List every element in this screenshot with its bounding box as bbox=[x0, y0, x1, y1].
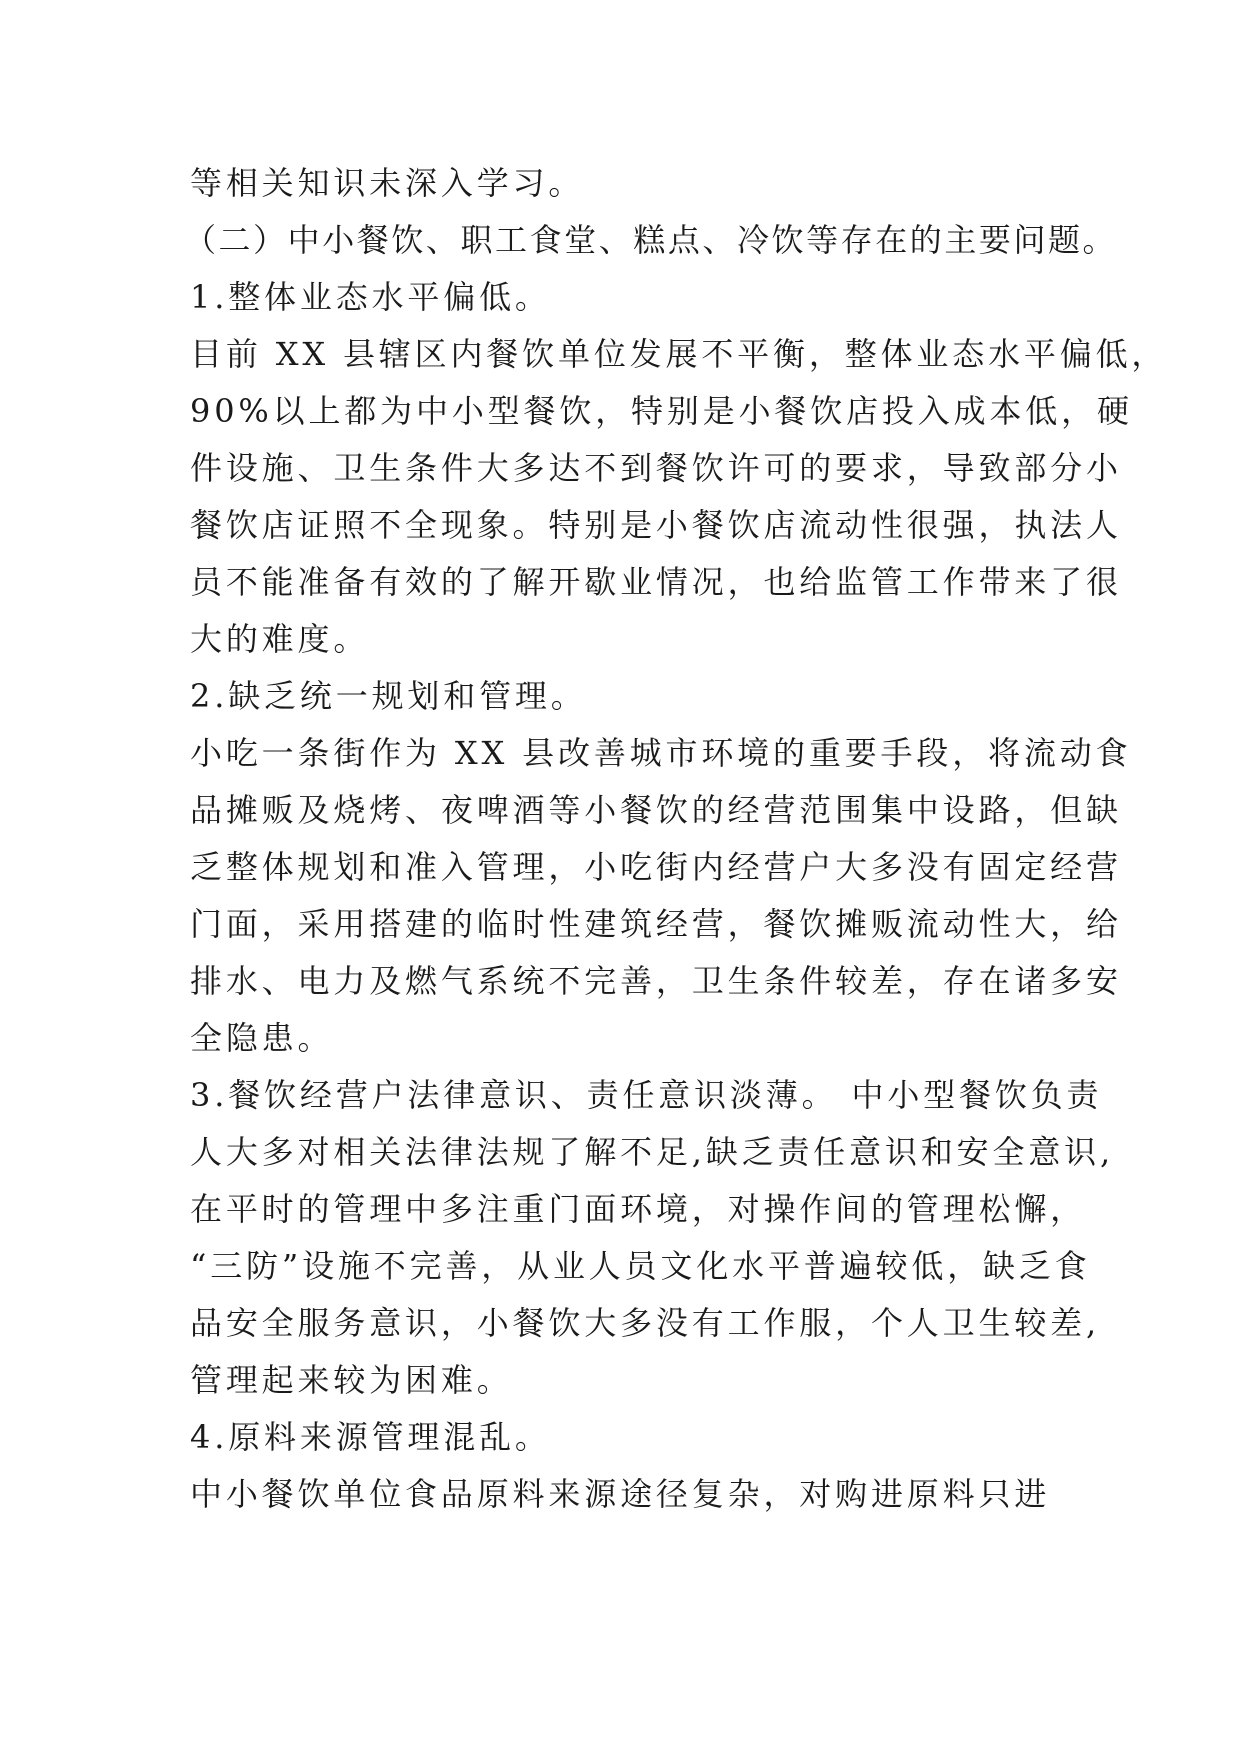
item-heading-2: 2.缺乏统一规划和管理。 bbox=[190, 677, 587, 715]
paragraph-line: 员不能准备有效的了解开歇业情况，也给监管工作带来了很 bbox=[190, 563, 1122, 601]
paragraph-line: 小吃一条街作为 XX 县改善城市环境的重要手段，将流动食 bbox=[190, 734, 1132, 772]
paragraph-line: 件设施、卫生条件大多达不到餐饮许可的要求，导致部分小 bbox=[190, 449, 1122, 487]
item-heading-4: 4.原料来源管理混乱。 bbox=[190, 1418, 551, 1456]
paragraph-line: 人大多对相关法律法规了解不足,缺乏责任意识和安全意识, bbox=[190, 1133, 1115, 1171]
paragraph-line: 在平时的管理中多注重门面环境，对操作间的管理松懈， bbox=[190, 1190, 1087, 1228]
item-heading-1: 1.整体业态水平偏低。 bbox=[190, 278, 551, 316]
item-heading-3: 3.餐饮经营户法律意识、责任意识淡薄。 中小型餐饮负责 bbox=[190, 1076, 1103, 1114]
paragraph-line: 管理起来较为困难。 bbox=[190, 1361, 513, 1399]
paragraph-line: 排水、电力及燃气系统不完善，卫生条件较差，存在诸多安 bbox=[190, 962, 1122, 1000]
paragraph-line: 品安全服务意识，小餐饮大多没有工作服，个人卫生较差, bbox=[190, 1304, 1101, 1342]
paragraph-line: 品摊贩及烧烤、夜啤酒等小餐饮的经营范围集中设路，但缺 bbox=[190, 791, 1122, 829]
paragraph-line: 90%以上都为中小型餐饮，特别是小餐饮店投入成本低，硬 bbox=[190, 392, 1133, 430]
paragraph-line: 餐饮店证照不全现象。特别是小餐饮店流动性很强，执法人 bbox=[190, 506, 1122, 544]
paragraph-line: 中小餐饮单位食品原料来源途径复杂，对购进原料只进 bbox=[190, 1475, 1051, 1513]
paragraph-line: 大的难度。 bbox=[190, 620, 370, 658]
paragraph-line: 门面，采用搭建的临时性建筑经营，餐饮摊贩流动性大，给 bbox=[190, 905, 1122, 943]
section-heading: （二）中小餐饮、职工食堂、糕点、冷饮等存在的主要问题。 bbox=[184, 221, 1118, 259]
paragraph-line: 目前 XX 县辖区内餐饮单位发展不平衡，整体业态水平偏低， bbox=[190, 335, 1168, 373]
body-text bbox=[184, 155, 1168, 1523]
paragraph-line: 等相关知识未深入学习。 bbox=[190, 164, 585, 202]
paragraph-line: 全隐患。 bbox=[190, 1019, 334, 1057]
paragraph-line: “三防”设施不完善，从业人员文化水平普遍较低，缺乏食 bbox=[190, 1247, 1091, 1285]
paragraph-line: 乏整体规划和准入管理，小吃街内经营户大多没有固定经营 bbox=[190, 848, 1122, 886]
